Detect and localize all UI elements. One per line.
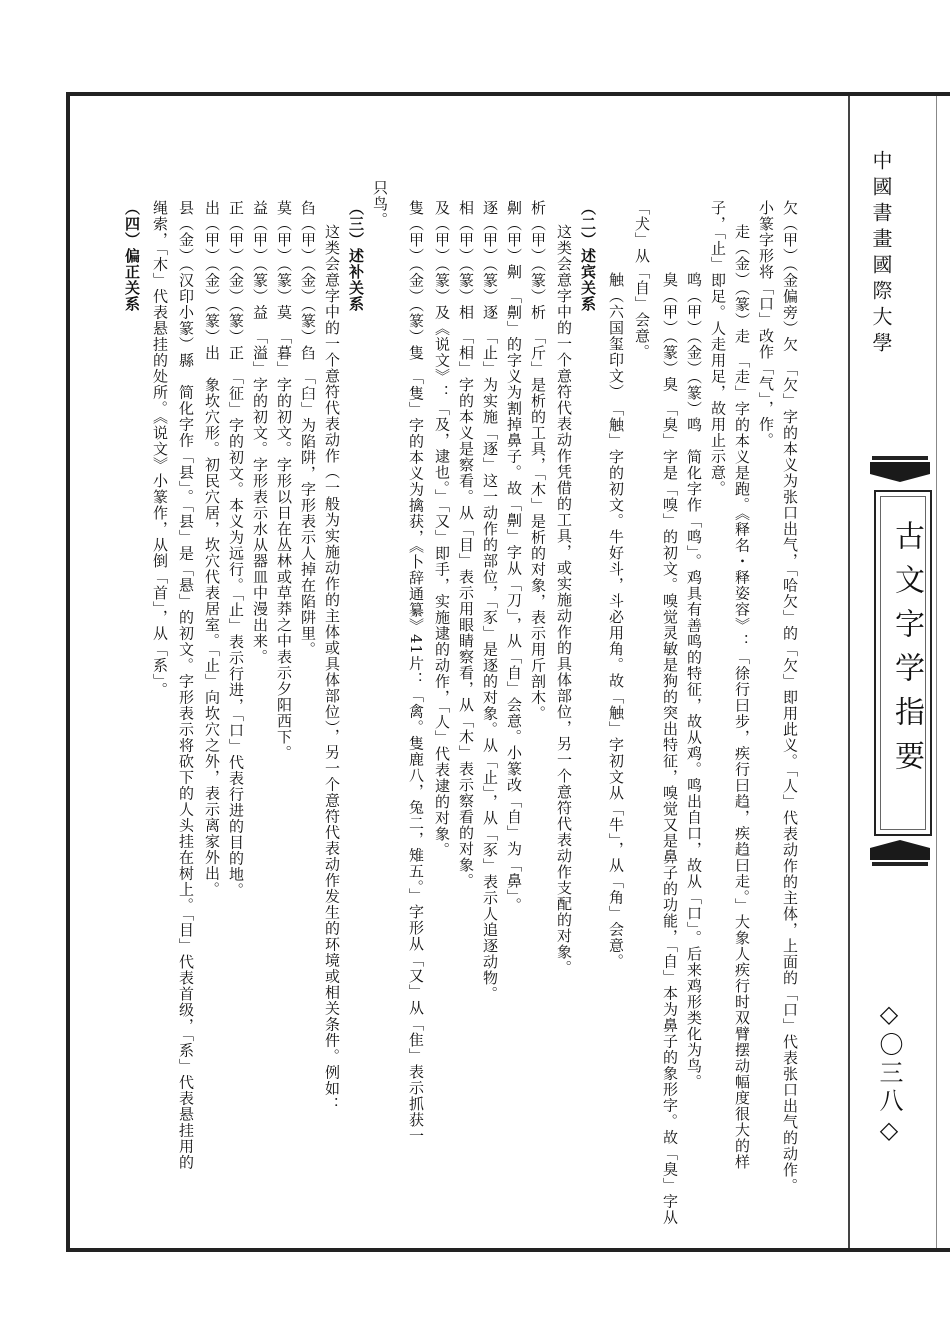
sidebar-divider xyxy=(848,96,850,1248)
page-number: ◇〇三八◇ xyxy=(875,1000,903,1148)
banner-bar-top xyxy=(872,456,928,460)
text-column: 相（甲）（篆）相 「相」字的本义是察看。从「目」表示用眼睛察看，从「木」表示察看的对象。 xyxy=(457,200,475,889)
sidebar-edge xyxy=(936,96,937,1248)
text-column: 小篆字形将「口」改作「气」，作。 xyxy=(757,200,775,449)
text-column: 欠（甲）（金偏旁）欠 「欠」字的本义为张口出气，「哈欠」的「欠」即用此义。「人」代表动作的主体，上面的「口」代表张口出气的动作。 xyxy=(781,200,799,1194)
text-column: 「犬」从「自」会意。 xyxy=(633,200,651,360)
text-column: 鸣（甲）（金）（篆）鸣 简化字作「鸣」。鸡具有善鸣的特征，故从鸡。鸣出自口，故从「口」。后来鸡形类化为鸟。 xyxy=(685,272,703,1090)
text-column: 隻（甲）（金）（篆）隻 「隻」字的本义为擒获，《卜辞通纂》41片：「禽。隻鹿八，兔二，雉五。」字形从「又」从「隹」表示抓获一 xyxy=(407,200,425,1144)
text-column: 臭（甲）（篆）臭 「臭」字是「嗅」的初文。嗅觉灵敏是狗的突出特征，嗅觉又是鼻子的功能，「自」本为鼻子的象形字。故「臭」字从 xyxy=(661,272,679,1226)
text-column: 绳索，「木」代表悬挂的处所。《说文》小篆作，从倒「首」，从「系」。 xyxy=(151,200,169,698)
school-name: 中國書畫國際大學 xyxy=(869,150,893,358)
text-column: 县（金）（汉印小篆）縣 简化字作「县」。「县」是「悬」的初文。字形表示将砍下的人头挂在树上。「目」代表首级，「系」代表悬挂用的 xyxy=(177,200,195,1171)
text-column: 只鸟。 xyxy=(371,180,389,228)
text-column: 走（金）（篆）走 「走」字的本义是跑。《释名・释姿容》：「徐行曰步，疾行曰趋，疾趋曰走。」大象人疾行时双臂摆动幅度很大的样 xyxy=(733,224,751,1170)
text-column: 出（甲）（金）（篆）出 象坎穴形。初民穴居，坎穴代表居室。「止」向坎穴之外，表示离家外出。 xyxy=(203,200,221,898)
book-title: 古文字学指要 xyxy=(889,520,924,784)
text-column: 及（甲）（篆）及《说文》：「及，逮也。」「又」即手，实施逮的动作，「人」代表逮的对象。 xyxy=(433,200,451,858)
banner-bar-bottom xyxy=(872,862,928,866)
text-column: 这类会意字中的一个意符代表动作凭借的工具，或实施动作的具体部位，另一个意符代表动作支配的对象。 xyxy=(555,224,573,976)
text-column: （四）偏正关系 xyxy=(123,200,141,312)
text-column: 莫（甲）（篆）莫 「暮」字的初文。字形以日在丛林或草莽之中表示夕阳西下。 xyxy=(275,200,293,761)
text-column: （二）述宾关系 xyxy=(579,200,597,312)
text-column: 触（六国玺印文） 「触」字的初文。牛好斗，斗必用角。故「触」字初文从「牛」，从「角」会意。 xyxy=(607,272,625,970)
text-column: 析（甲）（篆）析 「斤」是析的工具，「木」是析的对象，表示用斤剖木。 xyxy=(529,200,547,722)
text-column: 子，「止」即足。人走用足，故用止示意。 xyxy=(709,200,727,497)
text-column: （三）述补关系 xyxy=(347,200,365,312)
text-column: 益（甲）（篆）益 「溢」字的初文。字形表示水从器皿中漫出来。 xyxy=(251,200,269,665)
text-column: 劓（甲）劓 「劓」的字义为割掉鼻子。故「劓」字从「刀」，从「自」会意。小篆改「自」为「鼻」。 xyxy=(505,200,523,914)
text-column: 这类会意字中的一个意符代表动作（一般为实施动作的主体或具体部位），另一个意符代表动作发生的环境或相关条件。例如： xyxy=(323,224,341,1113)
text-column: 逐（甲）（篆）逐 「止」为实施「逐」这一动作的部位，「豕」是逐的对象。从「止」，从「豕」表示人追逐动物。 xyxy=(481,200,499,1002)
text-column: 正（甲）（金）（篆）正 「征」字的初文。本义为远行。「止」表示行进，「口」代表行进的目的地。 xyxy=(227,200,245,899)
text-column: 臽（甲）（金）（篆）臽 「臼」为陷阱，字形表示人掉在陷阱里。 xyxy=(299,200,317,658)
